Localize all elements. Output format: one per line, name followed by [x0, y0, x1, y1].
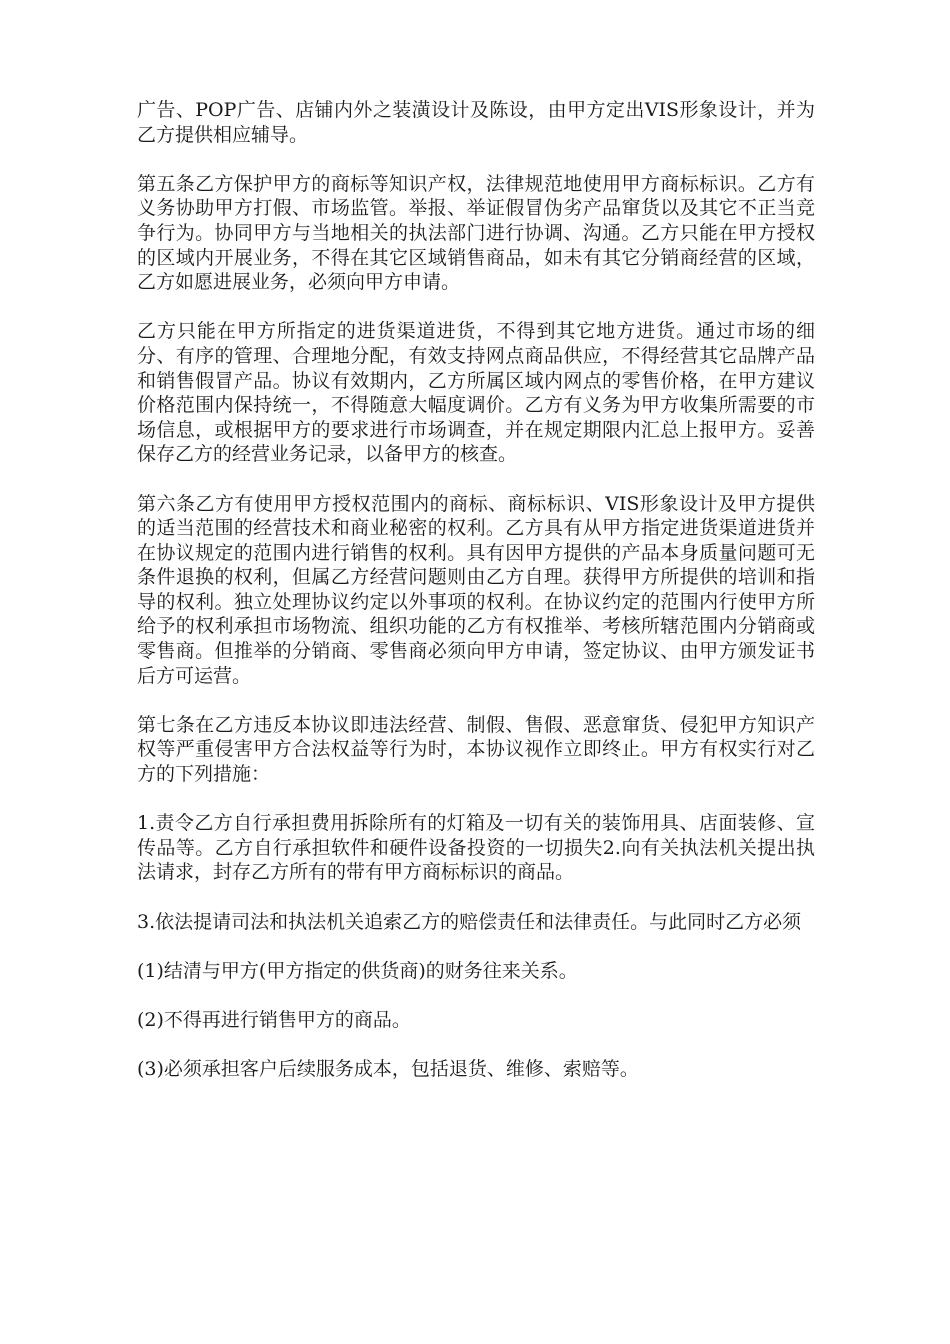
paragraph-article-5: 第五条乙方保护甲方的商标等知识产权，法律规范地使用甲方商标标识。乙方有义务协助甲方打假、市场监管。举报、举证假冒伪劣产品窜货以及其它不正当竞争行为。协同甲方与当地相关的执法部门进行协调、沟通。乙方只能在甲方授权的区域内开展业务，不得在其它区域销售商品，如未有其它分销商经营的区域，乙方如愿进展业务，必须向甲方申请。 — [137, 172, 815, 294]
paragraph-article-6: 第六条乙方有使用甲方授权范围内的商标、商标标识、VIS形象设计及甲方提供的适当范围的经营技术和商业秘密的权利。乙方具有从甲方指定进货渠道进货并在协议规定的范围内进行销售的权利。具有因甲方提供的产品本身质量问题可无条件退换的权利，但属乙方经营问题则由乙方自理。获得甲方所提供的培训和指导的权利。独立处理协议约定以外事项的权利。在协议约定的范围内行使甲方所给予的权利承担市场物流、组织功能的乙方有权推举、考核所辖范围内分销商或零售商。但推举的分销商、零售商必须向甲方申请，签定协议、由甲方颁发证书后方可运营。 — [137, 492, 815, 687]
document-page — [137, 98, 815, 1082]
paragraph-measure-1: 1.责令乙方自行承担费用拆除所有的灯箱及一切有关的装饰用具、店面装修、宣传品等。乙方自行承担软件和硬件设备投资的一切损失2.向有关执法机关提出执法请求，封存乙方所有的带有甲方商标标识的商品。 — [137, 812, 815, 884]
paragraph-obligation-3: (3)必须承担客户后续服务成本，包括退货、维修、索赔等。 — [137, 1058, 639, 1081]
paragraph-obligation-2: (2)不得再进行销售甲方的商品。 — [137, 1008, 411, 1031]
paragraph-vis-design: 广告、POP广告、店铺内外之装潢设计及陈设，由甲方定出VIS形象设计，并为乙方提供相应辅导。 — [137, 99, 815, 146]
paragraph-obligation-1: (1)结清与甲方(甲方指定的供货商)的财务往来关系。 — [137, 959, 578, 982]
paragraph-measure-3: 3.依法提请司法和执法机关追索乙方的赔偿责任和法律责任。与此同时乙方必须 — [137, 910, 802, 933]
paragraph-purchase-channel: 乙方只能在甲方所指定的进货渠道进货，不得到其它地方进货。通过市场的细分、有序的管理、合理地分配，有效支持网点商品供应，不得经营其它品牌产品和销售假冒产品。协议有效期内，乙方所属区域内网点的零售价格，在甲方建议价格范围内保持统一，不得随意大幅度调价。乙方有义务为甲方收集所需要的市场信息，或根据甲方的要求进行市场调查，并在规定期限内汇总上报甲方。妥善保存乙方的经营业务记录，以备甲方的核查。 — [137, 320, 815, 466]
paragraph-article-7: 第七条在乙方违反本协议即违法经营、制假、售假、恶意窜货、侵犯甲方知识产权等严重侵害甲方合法权益等行为时，本协议视作立即终止。甲方有权实行对乙方的下列措施： — [137, 713, 815, 786]
